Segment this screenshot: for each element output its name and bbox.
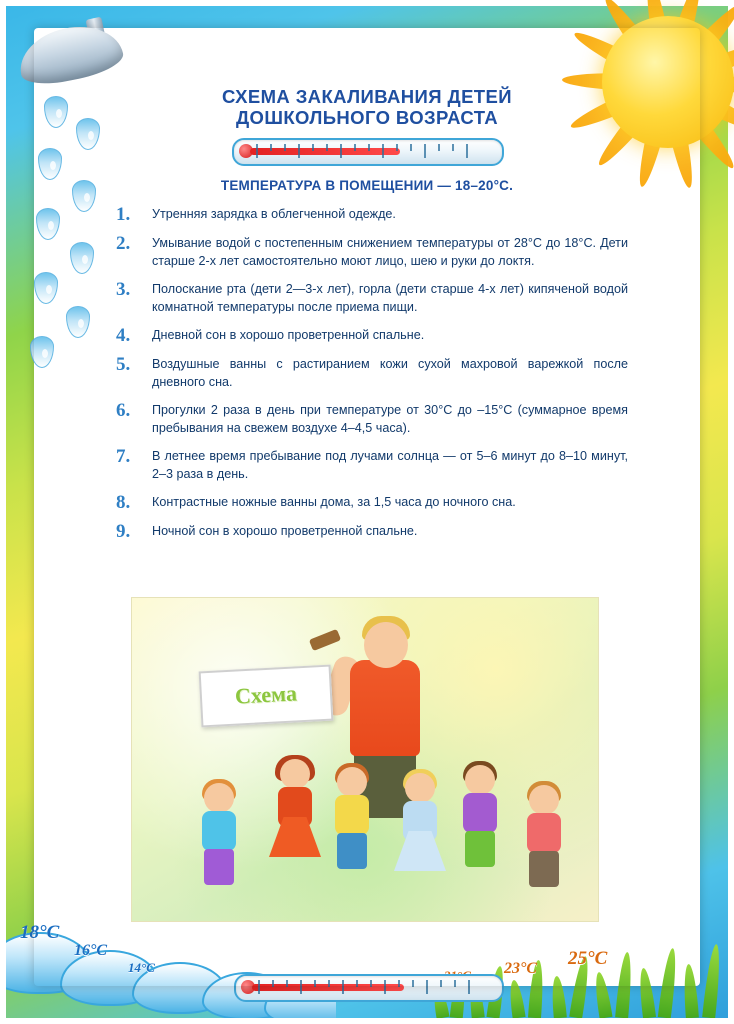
title-line-2: ДОШКОЛЬНОГО ВОЗРАСТА — [235, 107, 499, 128]
thermometer-scale — [250, 144, 492, 159]
list-item — [116, 494, 628, 512]
list-item-number: 2. — [116, 233, 131, 254]
water-temp-label: 14°С — [128, 960, 155, 975]
thermometer-scale — [252, 980, 492, 995]
list-item-number: 3. — [116, 279, 131, 300]
list-item — [116, 206, 628, 224]
list-item — [116, 402, 628, 437]
list-item-text: Контрастные ножные ванны дома, за 1,5 часа до ночного сна. — [152, 495, 516, 509]
list-item-number: 8. — [116, 492, 131, 513]
list-item — [116, 235, 628, 270]
list-item-text: В летнее время пребывание под лучами солнца — от 5–6 минут до 8–10 минут, 2–3 раза в день. — [152, 449, 628, 481]
list-item-text: Прогулки 2 раза в день при температуре от 30°С до –15°С (суммарное время пребывания на свежем воздухе 4–4,5 часа). — [152, 403, 628, 435]
child-figure — [324, 767, 380, 905]
list-item-text: Ночной сон в хорошо проветренной спальне. — [152, 524, 418, 538]
page-title — [0, 86, 734, 128]
hardening-schedule-list — [116, 206, 628, 552]
sign-board — [199, 665, 334, 728]
list-item-text: Умывание водой с постепенным снижением температуры от 28°С до 18°С. Дети старше 2-х лет самостоятельно моют лицо, шею и руки до локтя. — [152, 236, 628, 268]
sign-label: Схема — [234, 680, 298, 709]
air-temp-label: 23°С — [504, 960, 538, 977]
title-line-1: СХЕМА ЗАКАЛИВАНИЯ ДЕТЕЙ — [222, 86, 512, 107]
water-temp-label: 16°С — [74, 942, 108, 959]
list-item-number: 4. — [116, 325, 131, 346]
list-item-text: Полоскание рта (дети 2—3-х лет), горла (дети старше 4-х лет) кипяченой водой комнатной температуры после приема пищи. — [152, 282, 628, 314]
list-item — [116, 327, 628, 345]
child-figure — [257, 759, 333, 905]
list-item-number: 1. — [116, 204, 131, 225]
thermometer-top — [232, 138, 504, 166]
list-item-text: Дневной сон в хорошо проветренной спальне. — [152, 328, 425, 342]
child-figure — [390, 773, 450, 905]
child-figure — [192, 783, 246, 905]
thermometer-bottom — [234, 974, 504, 1002]
list-item — [116, 281, 628, 316]
teacher-body — [350, 660, 420, 756]
illustration-teacher-and-children — [131, 597, 599, 922]
list-item — [116, 523, 628, 541]
list-item-number: 9. — [116, 521, 131, 542]
list-item — [116, 448, 628, 483]
list-item-text: Воздушные ванны с растиранием кожи сухой махровой варежкой после дневного сна. — [152, 357, 628, 389]
list-item-number: 5. — [116, 354, 131, 375]
list-item-number: 7. — [116, 446, 131, 467]
grass-decoration — [428, 922, 728, 1018]
child-figure — [516, 785, 572, 905]
hammer-icon — [309, 629, 341, 651]
water-temp-label: 18°С — [20, 922, 60, 943]
child-figure — [452, 765, 508, 905]
teacher-head — [364, 622, 408, 668]
list-item — [116, 356, 628, 391]
room-temperature-subtitle: ТЕМПЕРАТУРА В ПОМЕЩЕНИИ — 18–20°С. — [220, 178, 514, 193]
list-item-number: 6. — [116, 400, 131, 421]
air-temp-label: 25°С — [568, 948, 608, 969]
list-item-text: Утренняя зарядка в облегченной одежде. — [152, 207, 396, 221]
